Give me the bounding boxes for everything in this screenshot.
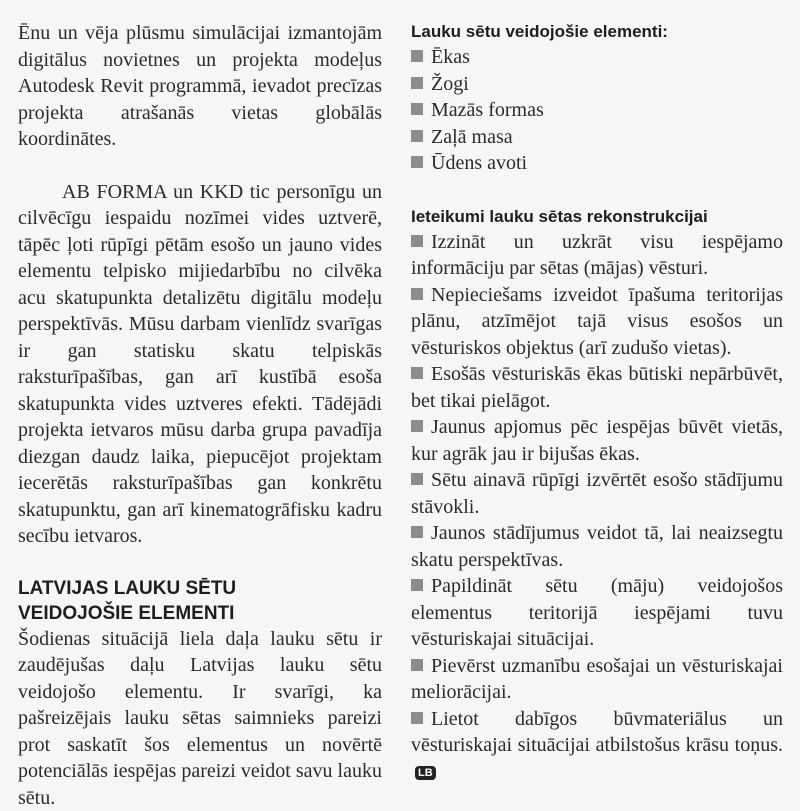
square-bullet-icon: [411, 712, 423, 724]
list-item: Zaļā masa: [411, 124, 783, 151]
list-item: Papildināt sētu (māju) veidojošos elementus teritorijā iespējami tuvu vēsturiskajai situācijai.: [411, 573, 783, 653]
square-bullet-icon: [411, 77, 423, 89]
square-bullet-icon: [411, 103, 423, 115]
list-item: Izzināt un uzkrāt visu iespējamo informāciju par sētas (mājas) vēsturi.: [411, 229, 783, 282]
square-bullet-icon: [411, 235, 423, 247]
square-bullet-icon: [411, 288, 423, 300]
recommendations-heading: Ieteikumi lauku sētas rekonstrukcijai: [411, 205, 783, 229]
recommendations-list: [411, 229, 783, 786]
list-item: Pievērst uzmanību esošajai un vēsturiskajai meliorācijai.: [411, 653, 783, 706]
list-item: Nepieciešams izveidot īpašuma teritorijas plānu, atzīmējot tajā visus esošos un vēsturiskos objektus (arī zudušo vietas).: [411, 282, 783, 362]
square-bullet-icon: [411, 659, 423, 671]
elements-list: [411, 44, 783, 177]
square-bullet-icon: [411, 50, 423, 62]
square-bullet-icon: [411, 526, 423, 538]
list-item: Lietot dabīgos būvmateriālus un vēsturiskajai situācijai atbilstošus krāsu toņus.LB: [411, 706, 783, 786]
list-item: Jaunus apjomus pēc iespējas būvēt vietās, kur agrāk jau ir bijušas ēkas.: [411, 414, 783, 467]
list-item: Jaunos stādījumus veidot tā, lai neaizsegtu skatu perspektīvas.: [411, 520, 783, 573]
list-item: Mazās formas: [411, 97, 783, 124]
list-item: Sētu ainavā rūpīgi izvērtēt esošo stādījumu stāvokli.: [411, 467, 783, 520]
section-heading-line1: LATVIJAS LAUKU SĒTU: [18, 578, 236, 599]
left-column: [18, 20, 382, 811]
list-item: Ēkas: [411, 44, 783, 71]
list-item: Esošās vēsturiskās ēkas būtiski nepārbūvēt, bet tikai pielāgot.: [411, 361, 783, 414]
square-bullet-icon: [411, 367, 423, 379]
list-item: Žogi: [411, 71, 783, 98]
elements-heading: Lauku sētu veidojošie elementi:: [411, 20, 783, 44]
square-bullet-icon: [411, 130, 423, 142]
square-bullet-icon: [411, 579, 423, 591]
paragraph-ab-forma: AB FORMA un KKD tic personīgu un cilvēcīgu iespaidu nozīmei vides uztverē, tāpēc ļoti rūpīgi pētām esošo un jauno vides elementu telpisko mijiedarbību no cilvēka acu skatupunkta detalizētu digitālu modeļu perspektīvās. Mūsu darbam vienlīdz svarīgas ir gan statisku skatu telpiskās raksturīpašības, gan arī kustībā esoša skatupunkta vides uztveres efekti. Tādējādi projekta ietvaros mūsu darba grupa pavadīja diezgan daudz laika, piepucējot projektam iecerētās raksturīpašības gan konkrētu skatupunktu, gan arī kinematogrāfisku kadru secību ietvaros.: [18, 179, 382, 550]
square-bullet-icon: [411, 156, 423, 168]
section-heading-line2: VEIDOJOŠIE ELEMENTI: [18, 603, 234, 624]
paragraph-today: Šodienas situācijā liela daļa lauku sētu ir zaudējušas daļu Latvijas lauku sētu veidojošo elementu. Ir svarīgi, ka pašreizējais lauku sētas saimnieks pareizi prot saskatīt šos elementus un novērtē potenciālās iespējas pareizi veidot savu lauku sētu.: [18, 626, 382, 811]
section-heading: [18, 576, 382, 626]
square-bullet-icon: [411, 420, 423, 432]
end-mark-badge: LB: [415, 766, 436, 780]
square-bullet-icon: [411, 473, 423, 485]
right-column: [411, 20, 783, 785]
list-item: Ūdens avoti: [411, 150, 783, 177]
paragraph-simulation: Ēnu un vēja plūsmu simulācijai izmantojām digitālus novietnes un projekta modeļus Autodesk Revit programmā, ievadot precīzas projekta atrašanās vietas globālās koordinātes.: [18, 20, 382, 153]
